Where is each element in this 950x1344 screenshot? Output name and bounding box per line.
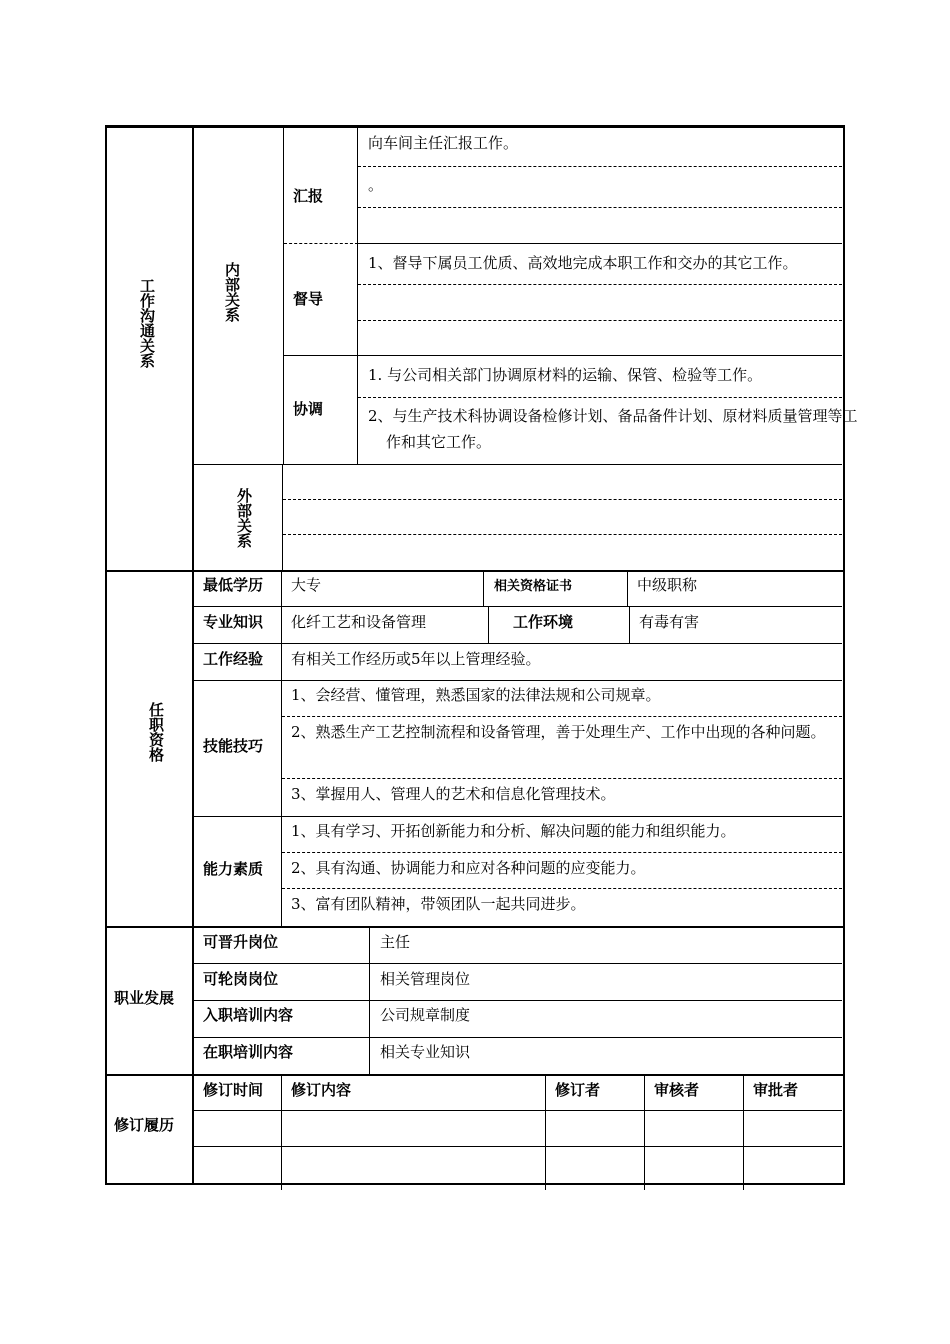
column-divider bbox=[192, 127, 194, 1184]
coordinate-line-1: 1. 与公司相关部门协调原材料的运输、保管、检验等工作。 bbox=[368, 366, 763, 384]
career-label: 在职培训内容 bbox=[203, 1043, 294, 1061]
revision-header: 审核者 bbox=[654, 1081, 700, 1099]
divider bbox=[283, 127, 284, 464]
dashed-rule bbox=[282, 852, 842, 853]
career-label: 可轮岗岗位 bbox=[203, 970, 279, 988]
ability-item: 1、具有学习、开拓创新能力和分析、解决问题的能力和组织能力。 bbox=[291, 822, 736, 840]
dashed-rule bbox=[283, 534, 842, 535]
supervise-label: 督导 bbox=[293, 290, 324, 308]
divider bbox=[483, 570, 484, 606]
report-line-2: 。 bbox=[368, 176, 384, 194]
skill-item: 1、会经营、懂管理，熟悉国家的法律法规和公司规章。 bbox=[291, 686, 661, 704]
coordinate-label: 协调 bbox=[293, 400, 324, 418]
divider bbox=[743, 1074, 744, 1190]
row-rule bbox=[193, 606, 842, 607]
row-rule bbox=[193, 1000, 842, 1001]
career-value: 相关管理岗位 bbox=[380, 970, 471, 988]
revision-header: 审批者 bbox=[753, 1081, 799, 1099]
divider bbox=[357, 127, 358, 464]
exp-label: 工作经验 bbox=[203, 650, 264, 668]
dashed-rule bbox=[282, 888, 842, 889]
career-title: 职业发展 bbox=[114, 989, 175, 1007]
divider bbox=[644, 1074, 645, 1190]
dashed-rule bbox=[283, 499, 842, 500]
min-edu-label: 最低学历 bbox=[203, 576, 264, 594]
revision-header: 修订时间 bbox=[203, 1081, 264, 1099]
row-rule bbox=[193, 816, 842, 817]
revision-title: 修订履历 bbox=[114, 1116, 175, 1134]
revision-header: 修订者 bbox=[555, 1081, 601, 1099]
external-relations-title: 外部关系 bbox=[235, 488, 253, 548]
dashed-rule bbox=[358, 207, 842, 208]
ability-item: 3、富有团队精神，带领团队一起共同进步。 bbox=[291, 895, 586, 913]
row-rule bbox=[193, 1037, 842, 1038]
divider bbox=[281, 570, 282, 926]
env-label: 工作环境 bbox=[513, 613, 574, 631]
ability-label: 能力素质 bbox=[203, 860, 264, 878]
knowledge-value: 化纤工艺和设备管理 bbox=[291, 613, 427, 631]
dashed-rule bbox=[284, 243, 358, 244]
cert-value: 中级职称 bbox=[637, 576, 698, 594]
dashed-rule bbox=[282, 778, 842, 779]
dashed-rule bbox=[358, 320, 842, 321]
row-rule bbox=[193, 680, 842, 681]
skill-item: 2、熟悉生产工艺控制流程和设备管理，善于处理生产、工作中出现的各种问题。 bbox=[291, 723, 826, 741]
career-value: 主任 bbox=[380, 933, 411, 951]
row-rule bbox=[193, 963, 842, 964]
dashed-rule bbox=[358, 397, 842, 398]
dashed-rule bbox=[282, 716, 842, 717]
divider bbox=[488, 606, 489, 643]
skill-item: 3、掌握用人、管理人的艺术和信息化管理技术。 bbox=[291, 785, 616, 803]
min-edu-value: 大专 bbox=[291, 576, 322, 594]
row-rule bbox=[193, 464, 842, 465]
communication-title: 工作沟通关系 bbox=[138, 278, 156, 368]
row-rule bbox=[284, 355, 842, 356]
cert-label: 相关资格证书 bbox=[494, 579, 573, 594]
row-rule bbox=[193, 1146, 842, 1147]
career-label: 入职培训内容 bbox=[203, 1006, 294, 1024]
revision-header: 修订内容 bbox=[291, 1081, 352, 1099]
divider bbox=[282, 464, 283, 570]
career-value: 相关专业知识 bbox=[380, 1043, 471, 1061]
report-label: 汇报 bbox=[293, 187, 324, 205]
supervise-line-1: 1、督导下属员工优质、高效地完成本职工作和交办的其它工作。 bbox=[368, 254, 798, 272]
internal-relations-title: 内部关系 bbox=[223, 262, 241, 322]
dashed-rule bbox=[358, 284, 842, 285]
row-rule bbox=[193, 643, 842, 644]
coordinate-line-2: 2、与生产技术科协调设备检修计划、备品备件计划、原材料质量管理等工作和其它工作。 bbox=[368, 407, 858, 451]
divider bbox=[545, 1074, 546, 1190]
knowledge-label: 专业知识 bbox=[203, 613, 264, 631]
env-value: 有毒有害 bbox=[639, 613, 700, 631]
career-label: 可晋升岗位 bbox=[203, 933, 279, 951]
career-value: 公司规章制度 bbox=[380, 1006, 471, 1024]
dashed-rule bbox=[358, 166, 842, 167]
qualification-title: 任职资格 bbox=[147, 702, 165, 762]
skills-label: 技能技巧 bbox=[203, 737, 264, 755]
ability-item: 2、具有沟通、协调能力和应对各种问题的应变能力。 bbox=[291, 859, 646, 877]
row-rule bbox=[358, 243, 842, 244]
row-rule bbox=[193, 1110, 842, 1111]
report-line-1: 向车间主任汇报工作。 bbox=[368, 134, 519, 152]
divider bbox=[281, 1074, 282, 1190]
exp-value: 有相关工作经历或5年以上管理经验。 bbox=[291, 650, 541, 668]
section-rule bbox=[106, 1074, 843, 1076]
divider bbox=[629, 606, 630, 643]
divider bbox=[627, 570, 628, 606]
section-rule bbox=[106, 926, 843, 928]
